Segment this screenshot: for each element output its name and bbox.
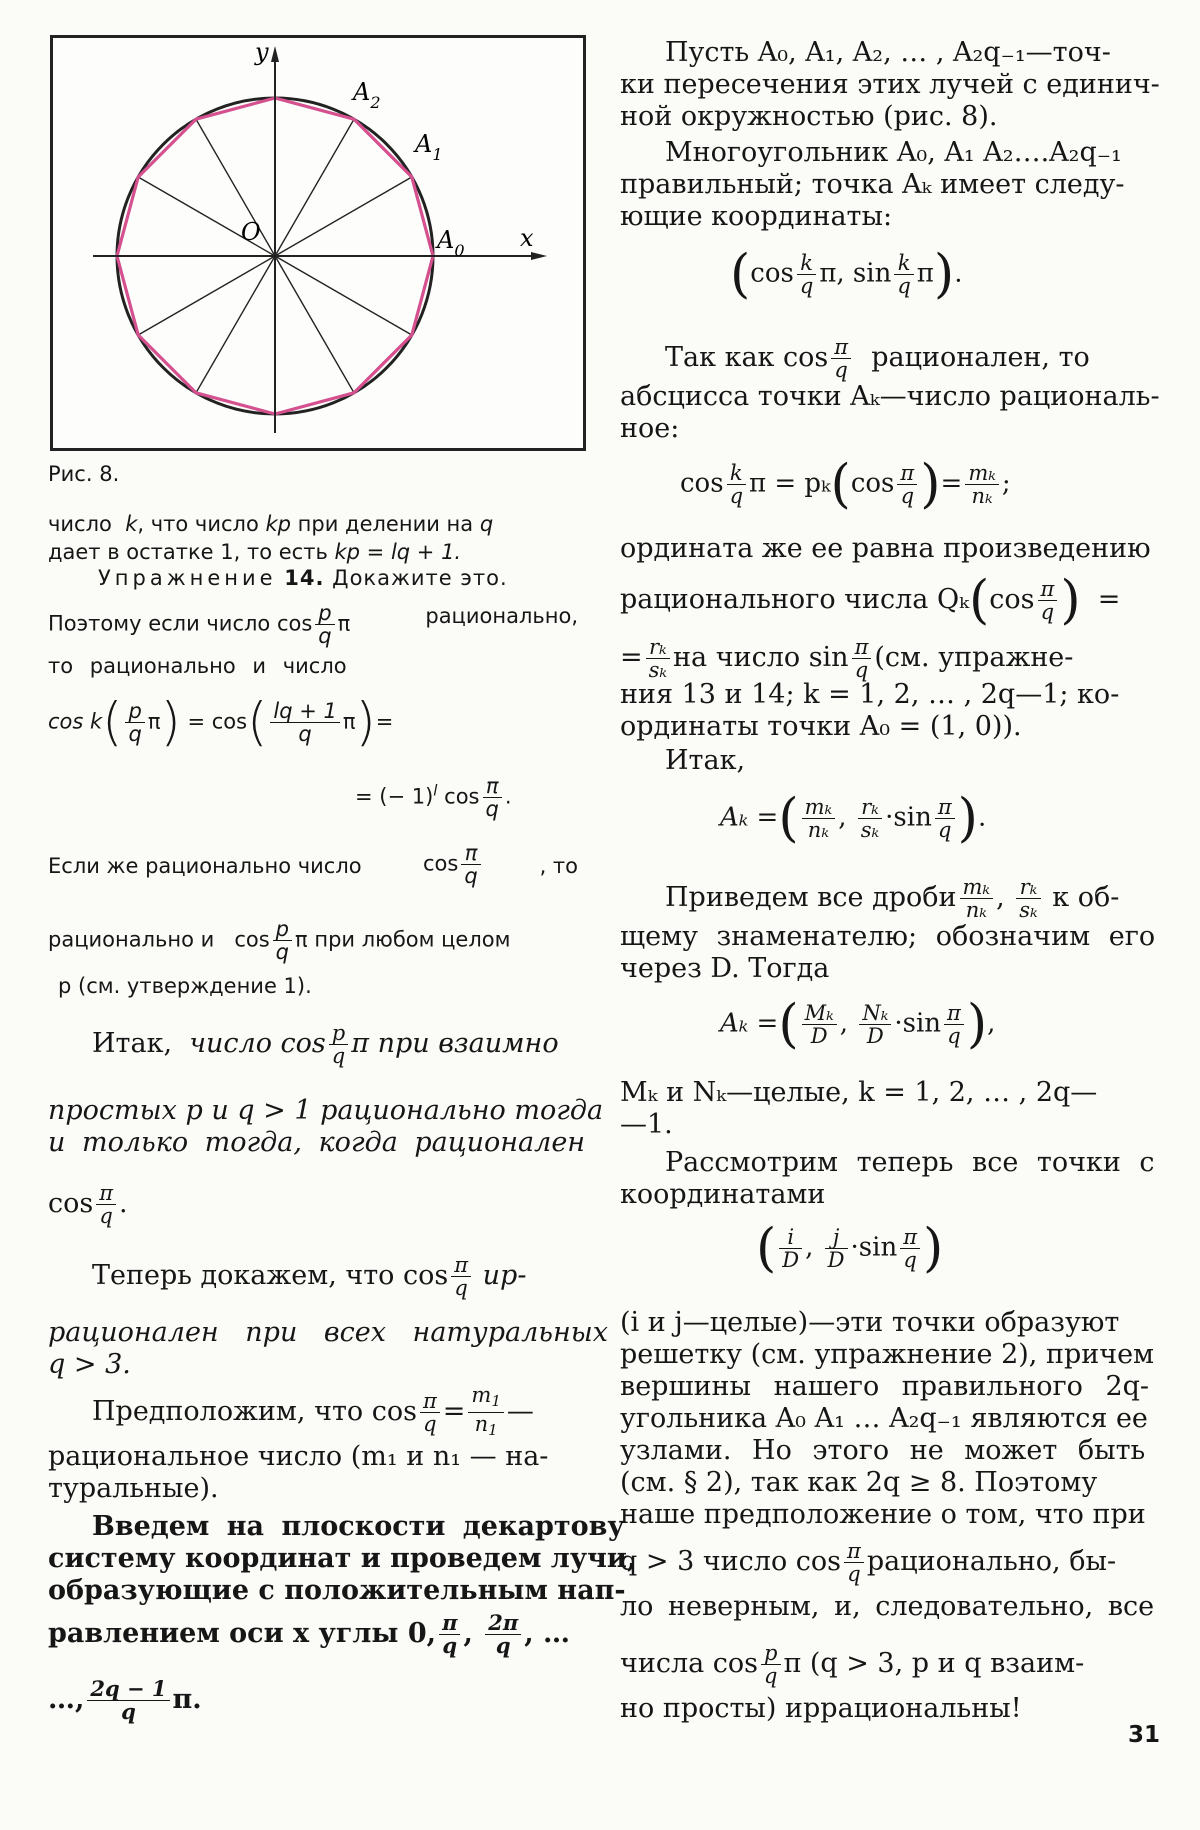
vertex-label-a2: $A_2$ [353,78,381,112]
left-line-2: дает в остатке 1, то есть kp = lq + 1. [48,540,462,564]
assume-line-1: Предположим, что cos $\frac{\pi}{q}$ = $\frac{m_1}{n_1}$ — [92,1383,534,1439]
left-line-7: рационально и cos $\frac{p}{q}$ π при любом целом [48,917,511,964]
right-line-11: рационального числа Qₖ(cos $\frac{\pi}{q}$ ) = [620,570,1121,631]
intro-line-5: …, $\frac{2q - 1}{q}$ π. [48,1676,202,1724]
theorem-line-2: простых p и q > 1 рационально тогда [48,1095,604,1126]
right-line-28: (см. § 2), так как 2q ≥ 8. Поэтому [620,1467,1098,1498]
right-line-6: ющие координаты: [620,201,893,232]
figure-8 [50,35,586,451]
right-line-31: ло неверным, и, следовательно, все [620,1591,1155,1622]
left-line-4: Поэтому если число cos $\frac{p}{q}$ π рационально, [48,601,578,648]
ray-line [196,256,275,393]
right-line-15: Итак, [665,745,746,776]
right-line-2: ки пересечения этих лучей с единич- [620,69,1160,100]
unit-circle-diagram [53,38,583,448]
axis-y-label: y [255,38,269,66]
ray-line [138,256,275,335]
intro-line-4: равлением оси x углы 0, $\frac{\pi}{q}$ , $\frac{2\pi}{q}$ , … [48,1610,571,1658]
right-line-13: ния 13 и 14; k = 1, 2, … , 2q—1; ко- [620,679,1120,710]
right-line-18: через D. Тогда [620,953,830,984]
right-line-29: наше предположение о том, что при [620,1499,1146,1530]
equation-cos-k: cos k( $\frac{p}{q}$ π) = cos( $\frac{lq + 1}{q}$ π)= [48,692,394,753]
right-line-9: ное: [620,413,680,444]
right-line-10: ордината же ее равна произведению [620,533,1151,564]
equation-minus-one: = (− 1)$^l$ cos $\frac{\pi}{q}$ . [355,774,512,821]
claim-line-2: рационален при всех натуральных [48,1317,608,1348]
right-line-24: решетку (см. упражнение 2), причем [620,1339,1155,1370]
theorem-line-4: cos $\frac{\pi}{q}$ . [48,1181,128,1228]
intro-line-3: образующие с положительным нап- [48,1575,626,1606]
assume-line-3: туральные). [48,1473,219,1504]
origin-label: O [241,218,261,246]
right-line-7: Так как cos $\frac{\pi}{q}$ рационален, то [665,335,1090,382]
right-line-14: ординаты точки A₀ = (1, 0)). [620,711,1022,742]
right-line-3: ной окружностью (рис. 8). [620,101,998,132]
vertex-label-a1: $A_1$ [415,130,443,164]
theorem-line-1: Итак, число cos $\frac{p}{q}$ π при взаимно [92,1021,559,1068]
right-line-27: узлами. Но этого не может быть [620,1435,1146,1466]
y-axis-arrow-icon [271,46,279,62]
right-line-20: —1. [620,1109,673,1140]
right-line-26: угольника A₀ A₁ … A₂q₋₁ являются ее [620,1403,1148,1434]
lattice-point-formula: ( $\frac{i}{D}$ , $\frac{j}{D}$ ·sin $\frac{\pi}{q}$ ) [756,1218,944,1279]
ray-line [275,119,354,256]
right-line-30: q > 3 число cos $\frac{\pi}{q}$ рационально, бы- [620,1539,1117,1586]
right-line-19: Mₖ и Nₖ—целые, k = 1, 2, … , 2q— [620,1077,1098,1108]
axis-x-label: x [520,224,534,252]
coords-formula: (cos $\frac{k}{q}$ π, sin $\frac{k}{q}$ π). [730,244,963,305]
right-line-21: Рассмотрим теперь все точки с [665,1147,1155,1178]
left-line-1: число k, что число kp при делении на q [48,512,494,536]
theorem-line-3: и только тогда, когда рационален [48,1127,586,1158]
exercise-14: Упражнение 14. Докажите это. [98,566,508,590]
right-line-22: координатами [620,1179,826,1210]
right-line-32: числа cos $\frac{p}{q}$ π (q > 3, p и q взаим- [620,1641,1085,1688]
assume-line-2: рациональное число (m₁ и n₁ — на- [48,1441,549,1472]
page-number: 31 [1128,1722,1161,1748]
claim-line-1: Теперь докажем, что cos $\frac{\pi}{q}$ ир- [92,1253,527,1300]
left-line-8: p (см. утверждение 1). [58,974,312,998]
ray-line [275,256,354,393]
abscissa-formula: cos $\frac{k}{q}$ π = pₖ(cos $\frac{\pi}{q}$ )= $\frac{\text{mₖ}}{\text{nₖ}}$ ; [680,454,1011,515]
left-line-5: то рационально и число [48,654,347,678]
figure-caption: Рис. 8. [48,462,120,486]
ray-line [275,256,412,335]
vertex-label-a0: $A_0$ [437,226,465,260]
ray-line [196,119,275,256]
right-line-4: Многоугольник A₀, A₁ A₂….A₂q₋₁ [665,137,1122,168]
left-line-6: Если же рационально число cos $\frac{\pi}{q}$ , то [48,841,578,888]
right-line-16: Приведем все дроби $\frac{\text{mₖ}}{\text{nₖ}}$ , $\frac{\text{rₖ}}{\text{sₖ}}$ к об- [665,875,1120,922]
ray-line [275,177,412,256]
point-ak-formula: Aₖ =( $\frac{\text{mₖ}}{\text{nₖ}}$ , $\frac{\text{rₖ}}{\text{sₖ}}$ ·sin $\frac{\pi}{q}$ ). [720,788,987,849]
intro-line-2: систему координат и проведем лучи, [48,1543,637,1574]
claim-line-3: q > 3. [48,1349,131,1380]
right-line-25: вершины нашего правильного 2q- [620,1371,1150,1402]
right-line-23: (i и j—целые)—эти точки образуют [620,1307,1120,1338]
right-line-17: щему знаменателю; обозначим его [620,921,1156,952]
right-line-5: правильный; точка Aₖ имеет следу- [620,169,1125,200]
right-line-12: = $\frac{\text{rₖ}}{\text{sₖ}}$ на число sin $\frac{\pi}{q}$ (см. упражне- [620,635,1074,682]
right-line-33: но просты) иррациональны! [620,1693,1022,1724]
right-line-8: абсцисса точки Aₖ—число рациональ- [620,381,1160,412]
common-denominator-formula: Aₖ =( $\frac{\text{Mₖ}}{D}$ , $\frac{\text{Nₖ}}{D}$ ·sin $\frac{\pi}{q}$ ), [720,994,996,1055]
x-axis-arrow-icon [531,252,547,260]
right-line-1: Пусть A₀, A₁, A₂, … , A₂q₋₁—точ- [665,37,1111,68]
intro-line-1: Введем на плоскости декартову [92,1511,625,1542]
